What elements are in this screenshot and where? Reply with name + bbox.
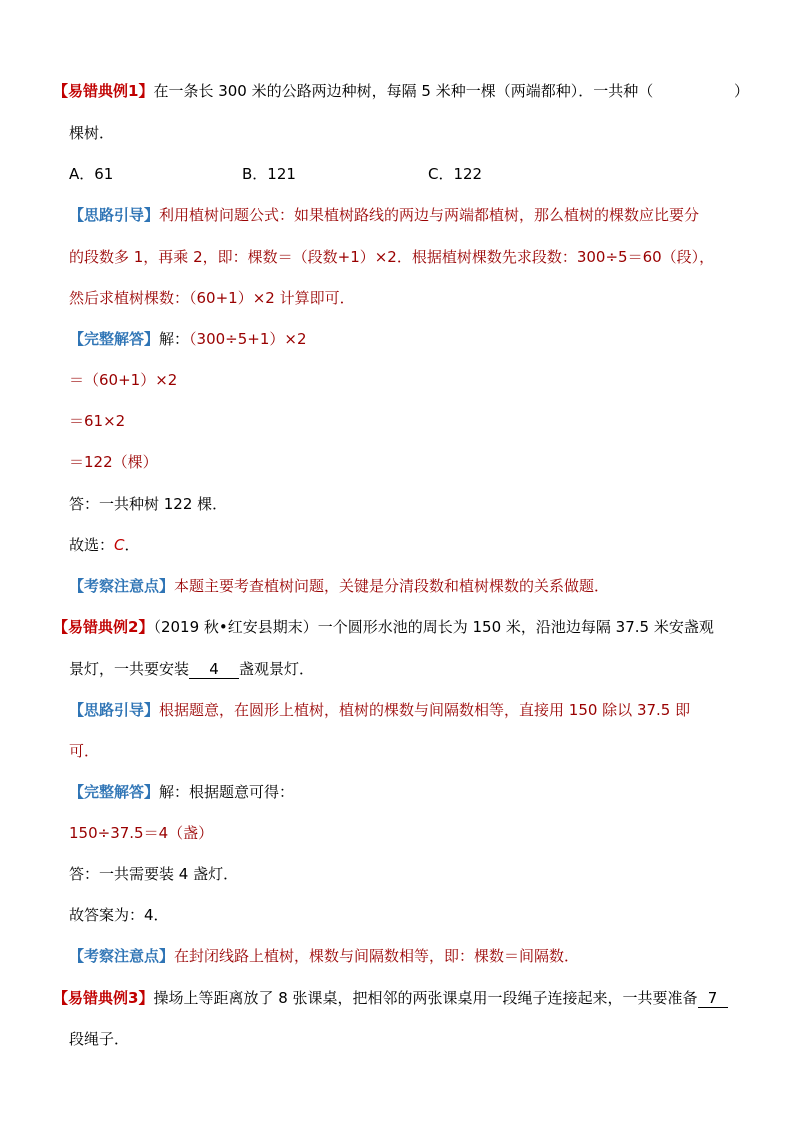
example-2-question-line-2: 景灯，一共要安装 4 盏观景灯． bbox=[69, 660, 315, 678]
example-2-tag: 【易错典例2】 bbox=[53, 618, 154, 636]
example-1-question-line-1 bbox=[53, 81, 753, 101]
example-1-answer-line-3: ＝61×2 bbox=[69, 412, 126, 430]
example-2-answer-line-2: 150÷37.5＝4（盏） bbox=[69, 824, 214, 842]
example-1-choice: 故选：C． bbox=[69, 536, 140, 554]
option-a: A．61 bbox=[69, 165, 114, 183]
example-2-hint-tag: 【思路引导】 bbox=[69, 701, 160, 719]
example-1-question-paren-end: ） bbox=[734, 82, 750, 100]
example-1-answer-tag: 【完整解答】 bbox=[69, 330, 160, 348]
example-2-answer-line-3: 答：一共需要装 4 盏灯． bbox=[69, 865, 239, 883]
example-3-tag: 【易错典例3】 bbox=[53, 989, 154, 1007]
example-2-hint-line-2: 可． bbox=[69, 742, 100, 760]
example-1-hint-tag: 【思路引导】 bbox=[69, 206, 160, 224]
example-2-answer-line-1: 【完整解答】解：根据题意可得： bbox=[69, 783, 295, 801]
example-2-note: 【考察注意点】在封闭线路上植树，棵数与间隔数相等，即：棵数＝间隔数． bbox=[69, 947, 580, 965]
example-1-hint-line-2: 的段数多 1，再乘 2，即：棵数＝（段数+1）×2．根据植树棵数先求段数：300÷5＝60（段）， bbox=[69, 248, 715, 266]
example-2-note-tag: 【考察注意点】 bbox=[69, 947, 175, 965]
example-2-answer-blank: 4 bbox=[189, 660, 239, 679]
example-1-hint-line-3: 然后求植树棵数：（60+1）×2 计算即可． bbox=[69, 289, 355, 307]
example-1-note-tag: 【考察注意点】 bbox=[69, 577, 175, 595]
option-c: C．122 bbox=[428, 165, 483, 183]
example-1-answer-line-1: 【完整解答】解：（300÷5+1）×2 bbox=[69, 330, 307, 348]
example-2-answer-tag: 【完整解答】 bbox=[69, 783, 160, 801]
example-1-note: 【考察注意点】本题主要考查植树问题，关键是分清段数和植树棵数的关系做题． bbox=[69, 577, 610, 595]
example-1-answer-line-4: ＝122（棵） bbox=[69, 453, 158, 471]
example-1-question-text: 在一条长 300 米的公路两边种树，每隔 5 米种一棵（两端都种）．一共种（ bbox=[153, 82, 654, 100]
example-1-hint-line-1: 【思路引导】利用植树问题公式：如果植树路线的两边与两端都植树，那么植树的棵数应比要分 bbox=[69, 206, 700, 224]
example-1-options bbox=[69, 164, 569, 184]
example-2-hint-line-1: 【思路引导】根据题意，在圆形上植树，植树的棵数与间隔数相等，直接用 150 除以 37.5 即 bbox=[69, 701, 691, 719]
example-2-question-line-1: 【易错典例2】（2019 秋•红安县期末）一个圆形水池的周长为 150 米，沿池边每隔 37.5 米安盏观 bbox=[53, 618, 714, 636]
example-1-question-line-2: 棵树． bbox=[69, 124, 115, 142]
example-1-answer-line-2: ＝（60+1）×2 bbox=[69, 371, 178, 389]
example-3-answer-blank: 7 bbox=[698, 989, 728, 1008]
option-b: B．121 bbox=[242, 165, 296, 183]
example-2-answer-line-4: 故答案为：4． bbox=[69, 906, 169, 924]
example-1-choice-letter: C bbox=[114, 536, 125, 554]
example-3-question-line-1: 【易错典例3】操场上等距离放了 8 张课桌，把相邻的两张课桌用一段绳子连接起来，一共要准备 7 bbox=[53, 988, 728, 1008]
example-3-question-line-2: 段绳子． bbox=[69, 1030, 130, 1048]
example-1-tag: 【易错典例1】 bbox=[53, 82, 154, 100]
example-1-answer-line-5: 答：一共种树 122 棵． bbox=[69, 495, 228, 513]
